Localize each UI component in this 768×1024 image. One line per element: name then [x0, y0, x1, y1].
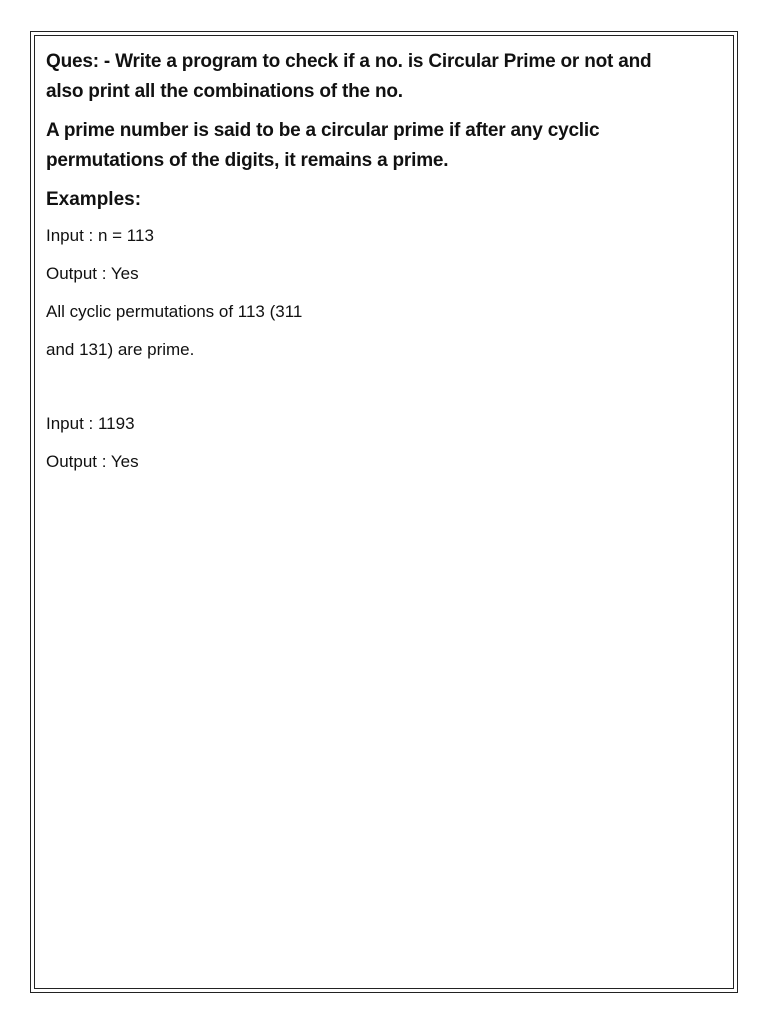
example1-explanation-line-2: and 131) are prime. — [46, 340, 195, 359]
example2-output: Output : Yes — [46, 452, 139, 471]
definition-text — [46, 116, 718, 176]
example1-input: Input : n = 113 — [46, 226, 154, 245]
definition-line-1: A prime number is said to be a circular prime if after any cyclic — [46, 120, 600, 141]
example2-input: Input : 1193 — [46, 414, 135, 433]
document-content — [46, 47, 718, 487]
example1-explanation-line-1: All cyclic permutations of 113 (311 — [46, 302, 303, 321]
question-line-2: also print all the combinations of the no. — [46, 81, 403, 102]
definition-line-2: permutations of the digits, it remains a prime. — [46, 150, 449, 171]
examples-heading: Examples: — [46, 189, 142, 210]
question-text — [46, 47, 718, 107]
question-line-1: Ques: - Write a program to check if a no. is Circular Prime or not and — [46, 51, 652, 72]
example1-output: Output : Yes — [46, 264, 139, 283]
blank-line — [46, 375, 718, 411]
